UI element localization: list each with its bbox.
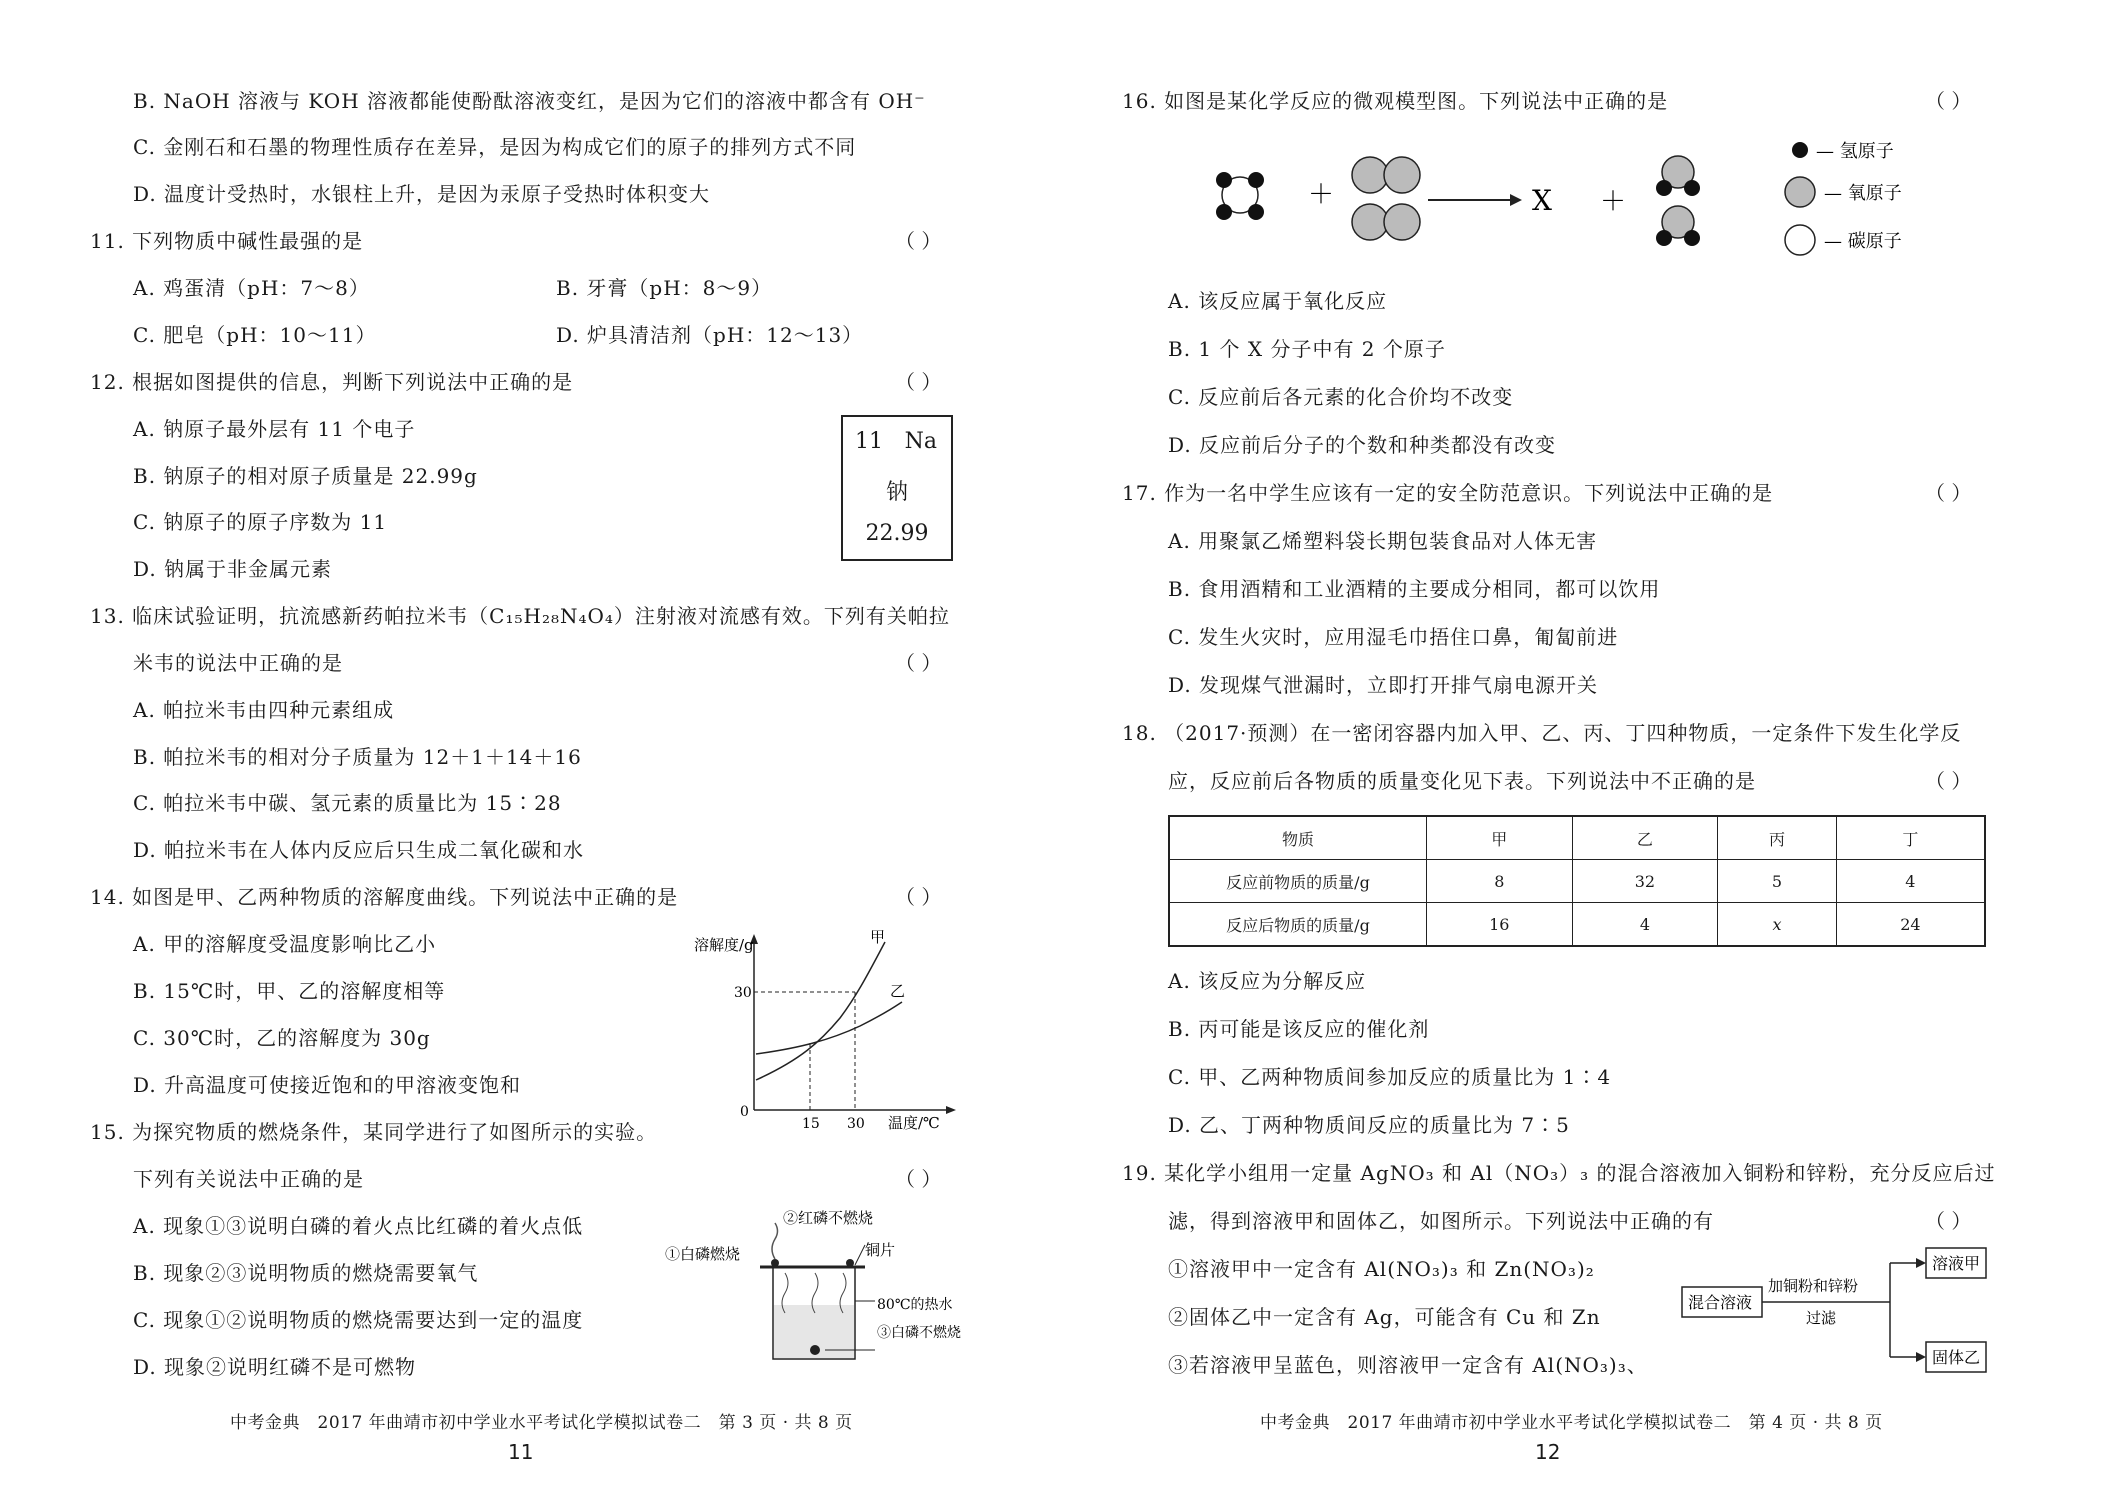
flow-out-solid: 固体乙 [1932,1348,1981,1367]
filtration-flow-figure [1680,1245,1990,1380]
product-x: X [1532,184,1552,217]
q13-answer-paren: （ ） [895,651,942,675]
q16-answer-paren: （ ） [1925,89,1972,113]
q13-stem-line2: 米韦的说法中正确的是 [133,651,343,675]
curve-jia [756,942,885,1080]
q15-option-b: B. 现象②③说明物质的燃烧需要氧气 [133,1261,479,1285]
q15-stem-line1: 15. 为探究物质的燃烧条件，某同学进行了如图所示的实验。 [90,1120,658,1144]
curve-yi [756,1002,902,1054]
table-cell: 反应前物质的质量/g [1169,860,1427,903]
legend-carbon: — 碳原子 [1824,231,1902,252]
q15-option-c: C. 现象①②说明物质的燃烧需要达到一定的温度 [133,1308,584,1332]
q11-option-a: A. 鸡蛋清（pH：7～8） [133,276,370,300]
q16-option-b: B. 1 个 X 分子中有 2 个原子 [1168,337,1446,361]
q13-option-b: B. 帕拉米韦的相对分子质量为 12＋1＋14＋16 [133,745,582,769]
table-cell: 反应后物质的质量/g [1169,903,1427,947]
q18-answer-paren: （ ） [1925,769,1972,793]
table-header-cell: 丙 [1718,816,1837,860]
q18-option-d: D. 乙、丁两种物质间反应的质量比为 7∶5 [1168,1113,1570,1137]
q14-answer-paren: （ ） [895,885,942,909]
table-header-cell: 物质 [1169,816,1427,860]
mass-change-table [1168,815,1986,947]
white-phosphorus-3 [810,1345,820,1355]
label-red-phosphorus: ②红磷不燃烧 [783,1209,874,1227]
right-page-number: 12 [1535,1440,1561,1464]
q19-stem-line1: 19. 某化学小组用一定量 AgNO₃ 和 Al（NO₃）₃ 的混合溶液加入铜粉和锌粉，充分反应后过 [1122,1161,1996,1185]
left-page-number: 11 [508,1440,534,1464]
q19-statement-1: ①溶液甲中一定含有 Al(NO₃)₃ 和 Zn(NO₃)₂ [1168,1257,1595,1281]
q16-stem: 16. 如图是某化学反应的微观模型图。下列说法中正确的是 [1122,89,1669,113]
atomic-mass: 22.99 [865,521,929,546]
table-cell: 5 [1718,860,1837,903]
q16-option-d: D. 反应前后分子的个数和种类都没有改变 [1168,433,1557,457]
q13-option-d: D. 帕拉米韦在人体内反应后只生成二氧化碳和水 [133,838,585,862]
q13-stem-line1: 13. 临床试验证明，抗流感新药帕拉米韦（C₁₅H₂₈N₄O₄）注射液对流感有效。下列有关帕拉 [90,604,950,628]
q14-option-b: B. 15℃时，甲、乙的溶解度相等 [133,979,446,1003]
q19-answer-paren: （ ） [1925,1209,1972,1233]
q12-stem: 12. 根据如图提供的信息，判断下列说法中正确的是 [90,370,574,394]
q17-option-b: B. 食用酒精和工业酒精的主要成分相同，都可以饮用 [1168,577,1661,601]
combustion-experiment-figure [665,1205,965,1365]
q17-option-d: D. 发现煤气泄漏时，立即打开排气扇电源开关 [1168,673,1599,697]
atomic-number: 11 [855,429,883,454]
q18-option-c: C. 甲、乙两种物质间参加反应的质量比为 1∶4 [1168,1065,1612,1089]
q13-option-a: A. 帕拉米韦由四种元素组成 [133,698,395,722]
flow-mix: 混合溶液 [1688,1293,1753,1312]
table-cell: 8 [1427,860,1573,903]
table-cell: 4 [1836,860,1985,903]
q15-stem-line2: 下列有关说法中正确的是 [133,1167,364,1191]
q12-option-a: A. 钠原子最外层有 11 个电子 [133,417,416,441]
q10-option-c: C. 金刚石和石墨的物理性质存在差异，是因为构成它们的原子的排列方式不同 [133,135,857,159]
q15-answer-paren: （ ） [895,1167,942,1191]
element-symbol: Na [904,429,937,454]
q11-answer-paren: （ ） [895,229,942,253]
table-header-cell: 甲 [1427,816,1573,860]
legend-hydrogen: — 氢原子 [1816,141,1894,162]
plus-sign-1: ＋ [1308,180,1335,210]
table-cell: 32 [1572,860,1718,903]
table-cell: 16 [1427,903,1573,947]
white-phosphorus-1 [771,1259,779,1267]
q18-option-a: A. 该反应为分解反应 [1168,969,1367,993]
y-axis-label: 溶解度/g [694,936,754,954]
q10-option-b: B. NaOH 溶液与 KOH 溶液都能使酚酞溶液变红，是因为它们的溶液中都含有 OH⁻ [133,89,926,113]
q17-option-a: A. 用聚氯乙烯塑料袋长期包装食品对人体无害 [1168,529,1598,553]
table-cell: x [1718,903,1837,947]
q16-option-c: C. 反应前后各元素的化合价均不改变 [1168,385,1514,409]
q14-stem: 14. 如图是甲、乙两种物质的溶解度曲线。下列说法中正确的是 [90,885,679,909]
q11-stem: 11. 下列物质中碱性最强的是 [90,229,364,253]
q15-option-d: D. 现象②说明红磷不是可燃物 [133,1355,417,1379]
table-row [1169,903,1985,947]
plus-sign-2: ＋ [1600,187,1627,217]
x-tick-15: 15 [802,1116,820,1130]
red-phosphorus [846,1259,854,1267]
label-jia: 甲 [870,930,886,946]
right-footer: 中考金典 2017 年曲靖市初中学业水平考试化学模拟试卷二 第 4 页 · 共 8 页 [1260,1413,1883,1433]
element-name: 钠 [885,480,908,505]
table-cell: 24 [1836,903,1985,947]
table-row [1169,860,1985,903]
q17-option-c: C. 发生火灾时，应用湿毛巾捂住口鼻，匍匐前进 [1168,625,1619,649]
label-yi: 乙 [890,982,906,1000]
q13-option-c: C. 帕拉米韦中碳、氢元素的质量比为 15∶28 [133,791,562,815]
q17-stem: 17. 作为一名中学生应该有一定的安全防范意识。下列说法中正确的是 [1122,481,1774,505]
solubility-curve-figure [690,930,960,1130]
table-header-cell: 乙 [1572,816,1718,860]
flow-arrow-bottom: 过滤 [1806,1309,1837,1327]
q11-option-c: C. 肥皂（pH：10～11） [133,323,377,347]
q16-option-a: A. 该反应属于氧化反应 [1168,289,1388,313]
q12-option-b: B. 钠原子的相对原子质量是 22.99g [133,464,478,488]
reaction-model-figure [1210,130,1910,270]
label-white-phosphorus-no-burn: ③白磷不燃烧 [877,1325,961,1341]
q14-option-a: A. 甲的溶解度受温度影响比乙小 [133,932,437,956]
label-white-phosphorus-burns: ①白磷燃烧 [665,1245,741,1263]
q14-option-c: C. 30℃时，乙的溶解度为 30g [133,1026,431,1050]
q12-option-c: C. 钠原子的原子序数为 11 [133,510,388,534]
y-tick-30: 30 [734,985,752,1001]
x-axis-label: 温度/℃ [888,1114,940,1130]
x-tick-30: 30 [847,1116,865,1130]
left-footer: 中考金典 2017 年曲靖市初中学业水平考试化学模拟试卷二 第 3 页 · 共 8 页 [230,1413,853,1433]
table-cell: 4 [1572,903,1718,947]
q19-statement-3: ③若溶液甲呈蓝色，则溶液甲一定含有 Al(NO₃)₃、 [1168,1353,1648,1377]
table-header-row [1169,816,1985,860]
legend-oxygen: — 氧原子 [1824,183,1902,204]
q11-option-d: D. 炉具清洁剂（pH：12～13） [556,323,864,347]
q12-option-d: D. 钠属于非金属元素 [133,557,333,581]
q15-option-a: A. 现象①③说明白磷的着火点比红磷的着火点低 [133,1214,584,1238]
q19-stem-line2: 滤，得到溶液甲和固体乙，如图所示。下列说法中正确的有 [1168,1209,1714,1233]
q18-stem-line1: 18. （2017·预测）在一密闭容器内加入甲、乙、丙、丁四种物质，一定条件下发生化学反 [1122,721,1962,745]
label-hot-water: 80℃的热水 [877,1297,953,1313]
sodium-element-card [841,415,953,561]
q17-answer-paren: （ ） [1925,481,1972,505]
q10-option-d: D. 温度计受热时，水银柱上升，是因为汞原子受热时体积变大 [133,182,711,206]
q18-stem-line2: 应，反应前后各物质的质量变化见下表。下列说法中不正确的是 [1168,769,1756,793]
q19-statement-2: ②固体乙中一定含有 Ag，可能含有 Cu 和 Zn [1168,1305,1601,1329]
q14-option-d: D. 升高温度可使接近饱和的甲溶液变饱和 [133,1073,522,1097]
flow-out-solution: 溶液甲 [1932,1254,1981,1273]
origin-label: 0 [740,1104,749,1120]
table-header-cell: 丁 [1836,816,1985,860]
label-copper-plate: 铜片 [865,1241,896,1259]
q11-option-b: B. 牙膏（pH：8～9） [556,276,773,300]
flow-arrow-top: 加铜粉和锌粉 [1768,1277,1859,1295]
q18-option-b: B. 丙可能是该反应的催化剂 [1168,1017,1430,1041]
q12-answer-paren: （ ） [895,370,942,394]
